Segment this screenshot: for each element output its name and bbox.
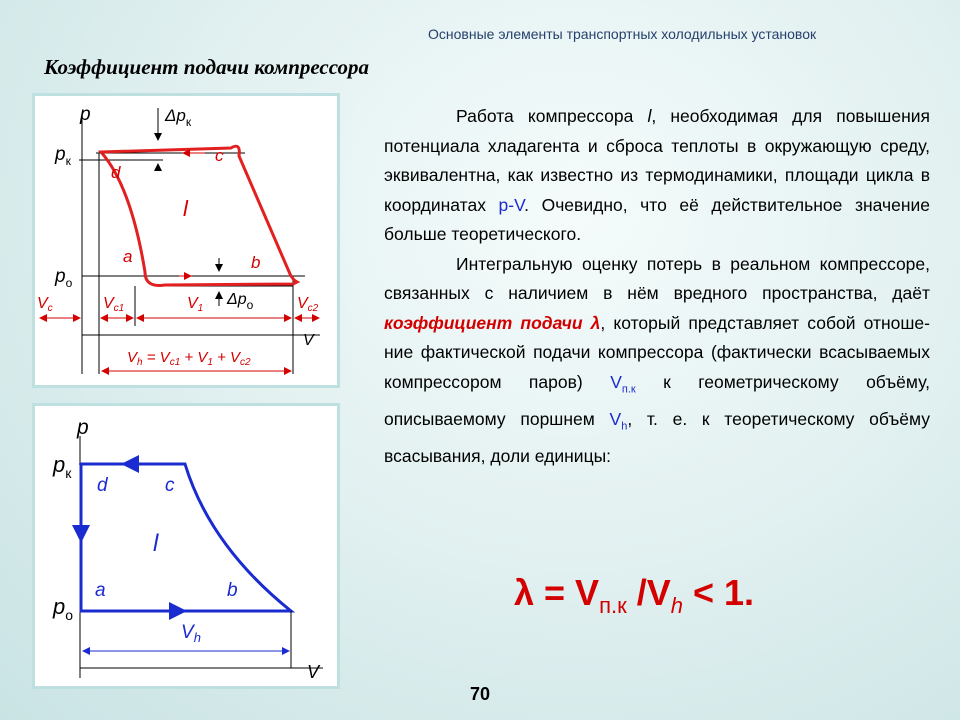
v-axis-label: V (303, 332, 314, 349)
point-c: c (165, 475, 175, 496)
point-b: b (227, 580, 238, 601)
vh-formula: $V_h = V_{c1} + V_1 + V_{c2}$ (127, 349, 251, 368)
point-a: a (95, 580, 106, 601)
p-axis-label: p (77, 416, 89, 439)
po-label: $p_о$ (55, 266, 73, 290)
point-d: d (111, 163, 121, 182)
paragraph-1: Работа компрессора l, необходимая для повышения потенциала хладагента и сброса теплоты в окружающую среду, эквивалентна, как известно из термодинамики, площади цикла в координатах p-V. Очевидно, что её действительное значение больше теоретического. (384, 106, 931, 244)
pk-label: $p_к$ (55, 144, 71, 168)
pk-label: $p_к$ (53, 452, 72, 481)
theoretical-cycle-curve (81, 464, 291, 611)
delta-pk-label: $\Delta p_к$ (165, 106, 192, 129)
p-axis-label: p (80, 104, 91, 125)
v1-label: V1 (187, 295, 204, 314)
point-c: c (215, 146, 224, 165)
theoretical-cycle-diagram (32, 403, 340, 689)
vh-label: $V_h$ (181, 622, 201, 645)
v-axis-label: V (307, 662, 320, 682)
point-a: a (123, 247, 133, 266)
vc2-label: Vc2 (297, 295, 319, 314)
lambda-term: коэффициент подачи λ (384, 312, 601, 333)
page-number: 70 (470, 684, 491, 704)
body-text (384, 102, 930, 471)
vc-label: Vc (37, 295, 53, 314)
lambda-formula: $\lambda = V_{п.к}$ $/V_h < 1$. (514, 572, 755, 618)
slide-title: Коэффициент подачи компрессора (44, 55, 370, 79)
point-d: d (97, 475, 108, 496)
theoretical-cycle-svg (35, 406, 337, 686)
vc1-label: Vc1 (103, 295, 125, 314)
po-label: $p_о$ (53, 594, 74, 623)
header-caption: Основные элементы транспортных холодильных установок (428, 26, 817, 42)
work-label: l (153, 530, 159, 557)
delta-po-label: $\Delta p_о$ (227, 291, 254, 312)
real-cycle-diagram (32, 93, 340, 388)
point-b: b (251, 253, 261, 272)
real-cycle-svg (35, 96, 337, 385)
work-label: l (183, 196, 188, 221)
paragraph-2: Интегральную оценку потерь в реальном компрессоре, связанных с наличием в нём вредного пространства, даёт коэффициент подачи λ, который представляет собой отношение фактической подачи компрессора (фактически всасываемых компрессором паров) $V_{п.к}$ к геометрическому объёму, описываемому поршнем $V_h$, т. е. к теоретическому объёму всасывания, доли единицы: (384, 253, 930, 466)
